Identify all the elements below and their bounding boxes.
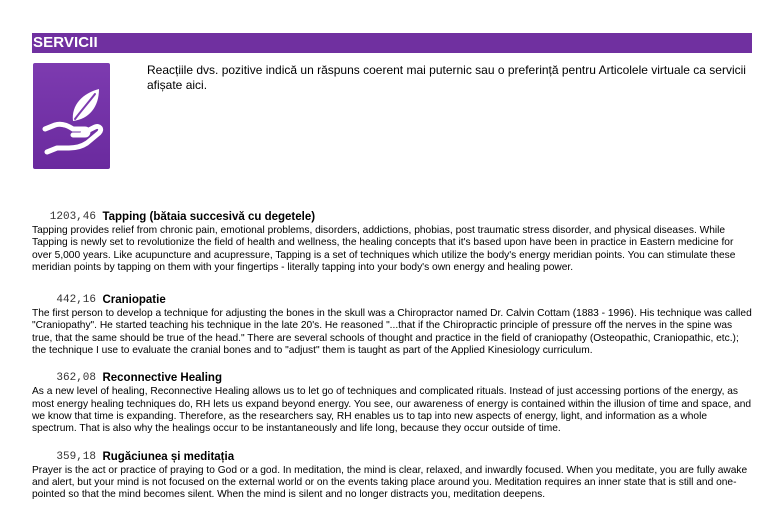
section-title: SERVICII: [32, 33, 752, 53]
service-title: Reconnective Healing: [102, 372, 222, 385]
service-description: As a new level of healing, Reconnective Healing allows us to let go of techniques and complicated rituals. Instead of just accessing portions of the energy, as most energy healing techniques do, RH lets us expand beyond energy. You see, our awareness of energy is contained within the illusion of time and space, and we know that time is expanding. Therefore, as the researchers say, RH enables us to tap into new aspects of energy, light, and information as a whole spectrum. That is also why the healings occur to be instantaneously and life long, because they occur outside of time.: [32, 386, 752, 435]
service-score: 442,16: [56, 294, 96, 307]
services-page: [32, 33, 752, 501]
service-score: 1203,46: [49, 211, 96, 223]
service-item: [32, 370, 752, 435]
service-description: Tapping provides relief from chronic pain, emotional problems, disorders, addictions, phobias, post traumatic stress disorder, and physical diseases. While Tapping is newly set to revolutionize the field of health and wellness, the healing concepts that it's based upon have been in practice in Eastern medicine for over 5,000 years. Like acupuncture and acupressure, Tapping is a set of techniques which utilize the body's energy meridian points. You can stimulate these meridian points by tapping on them with your fingertips - literally tapping into your body's own energy and healing power.: [32, 225, 736, 273]
intro-block: [32, 63, 752, 173]
service-item: [32, 292, 752, 357]
service-description: Prayer is the act or practice of praying to God or a god. In meditation, the mind is clear, relaxed, and inwardly focused. When you meditate, you are fully awake and alert, but your mind is not focused on the external world or on the events taking place around you. Meditation requires an inner state that is still and one-pointed so that the mind becomes silent. When the mind is silent and no longer distracts you, meditation deepens.: [32, 464, 748, 501]
service-score: 359,18: [56, 450, 96, 463]
service-description: The first person to develop a technique for adjusting the bones in the skull was a Chiropractor named Dr. Calvin Cottam (1883 - 1996). His technique was called "Craniopathy". He started teaching his technique in the late 20's. He reasoned "...that if the Chiropractic principle of pressure off the nerves in the spine was true, that the same should be true of the head." There are several schools of thought and practice in the field of craniopathy (Osteopathic, Craniopathic, etc.); the technique I use to evaluate the cranial bones and to "adjust" them is taught as part of the Applied Kinesiology curriculum.: [32, 308, 752, 357]
intro-text: Reacțiile dvs. pozitive indică un răspuns coerent mai puternic sau o preferință pentru Articolele virtuale ca servicii afișate aici.: [147, 63, 746, 92]
service-title: Craniopatie: [102, 294, 166, 307]
hand-leaf-icon: [33, 63, 110, 169]
service-item: [32, 209, 752, 274]
service-item: [32, 449, 752, 502]
service-title: Rugăciunea și meditația: [102, 450, 235, 463]
service-title: Tapping (bătaia succesivă cu degetele): [102, 211, 316, 223]
service-score: 362,08: [56, 372, 96, 385]
